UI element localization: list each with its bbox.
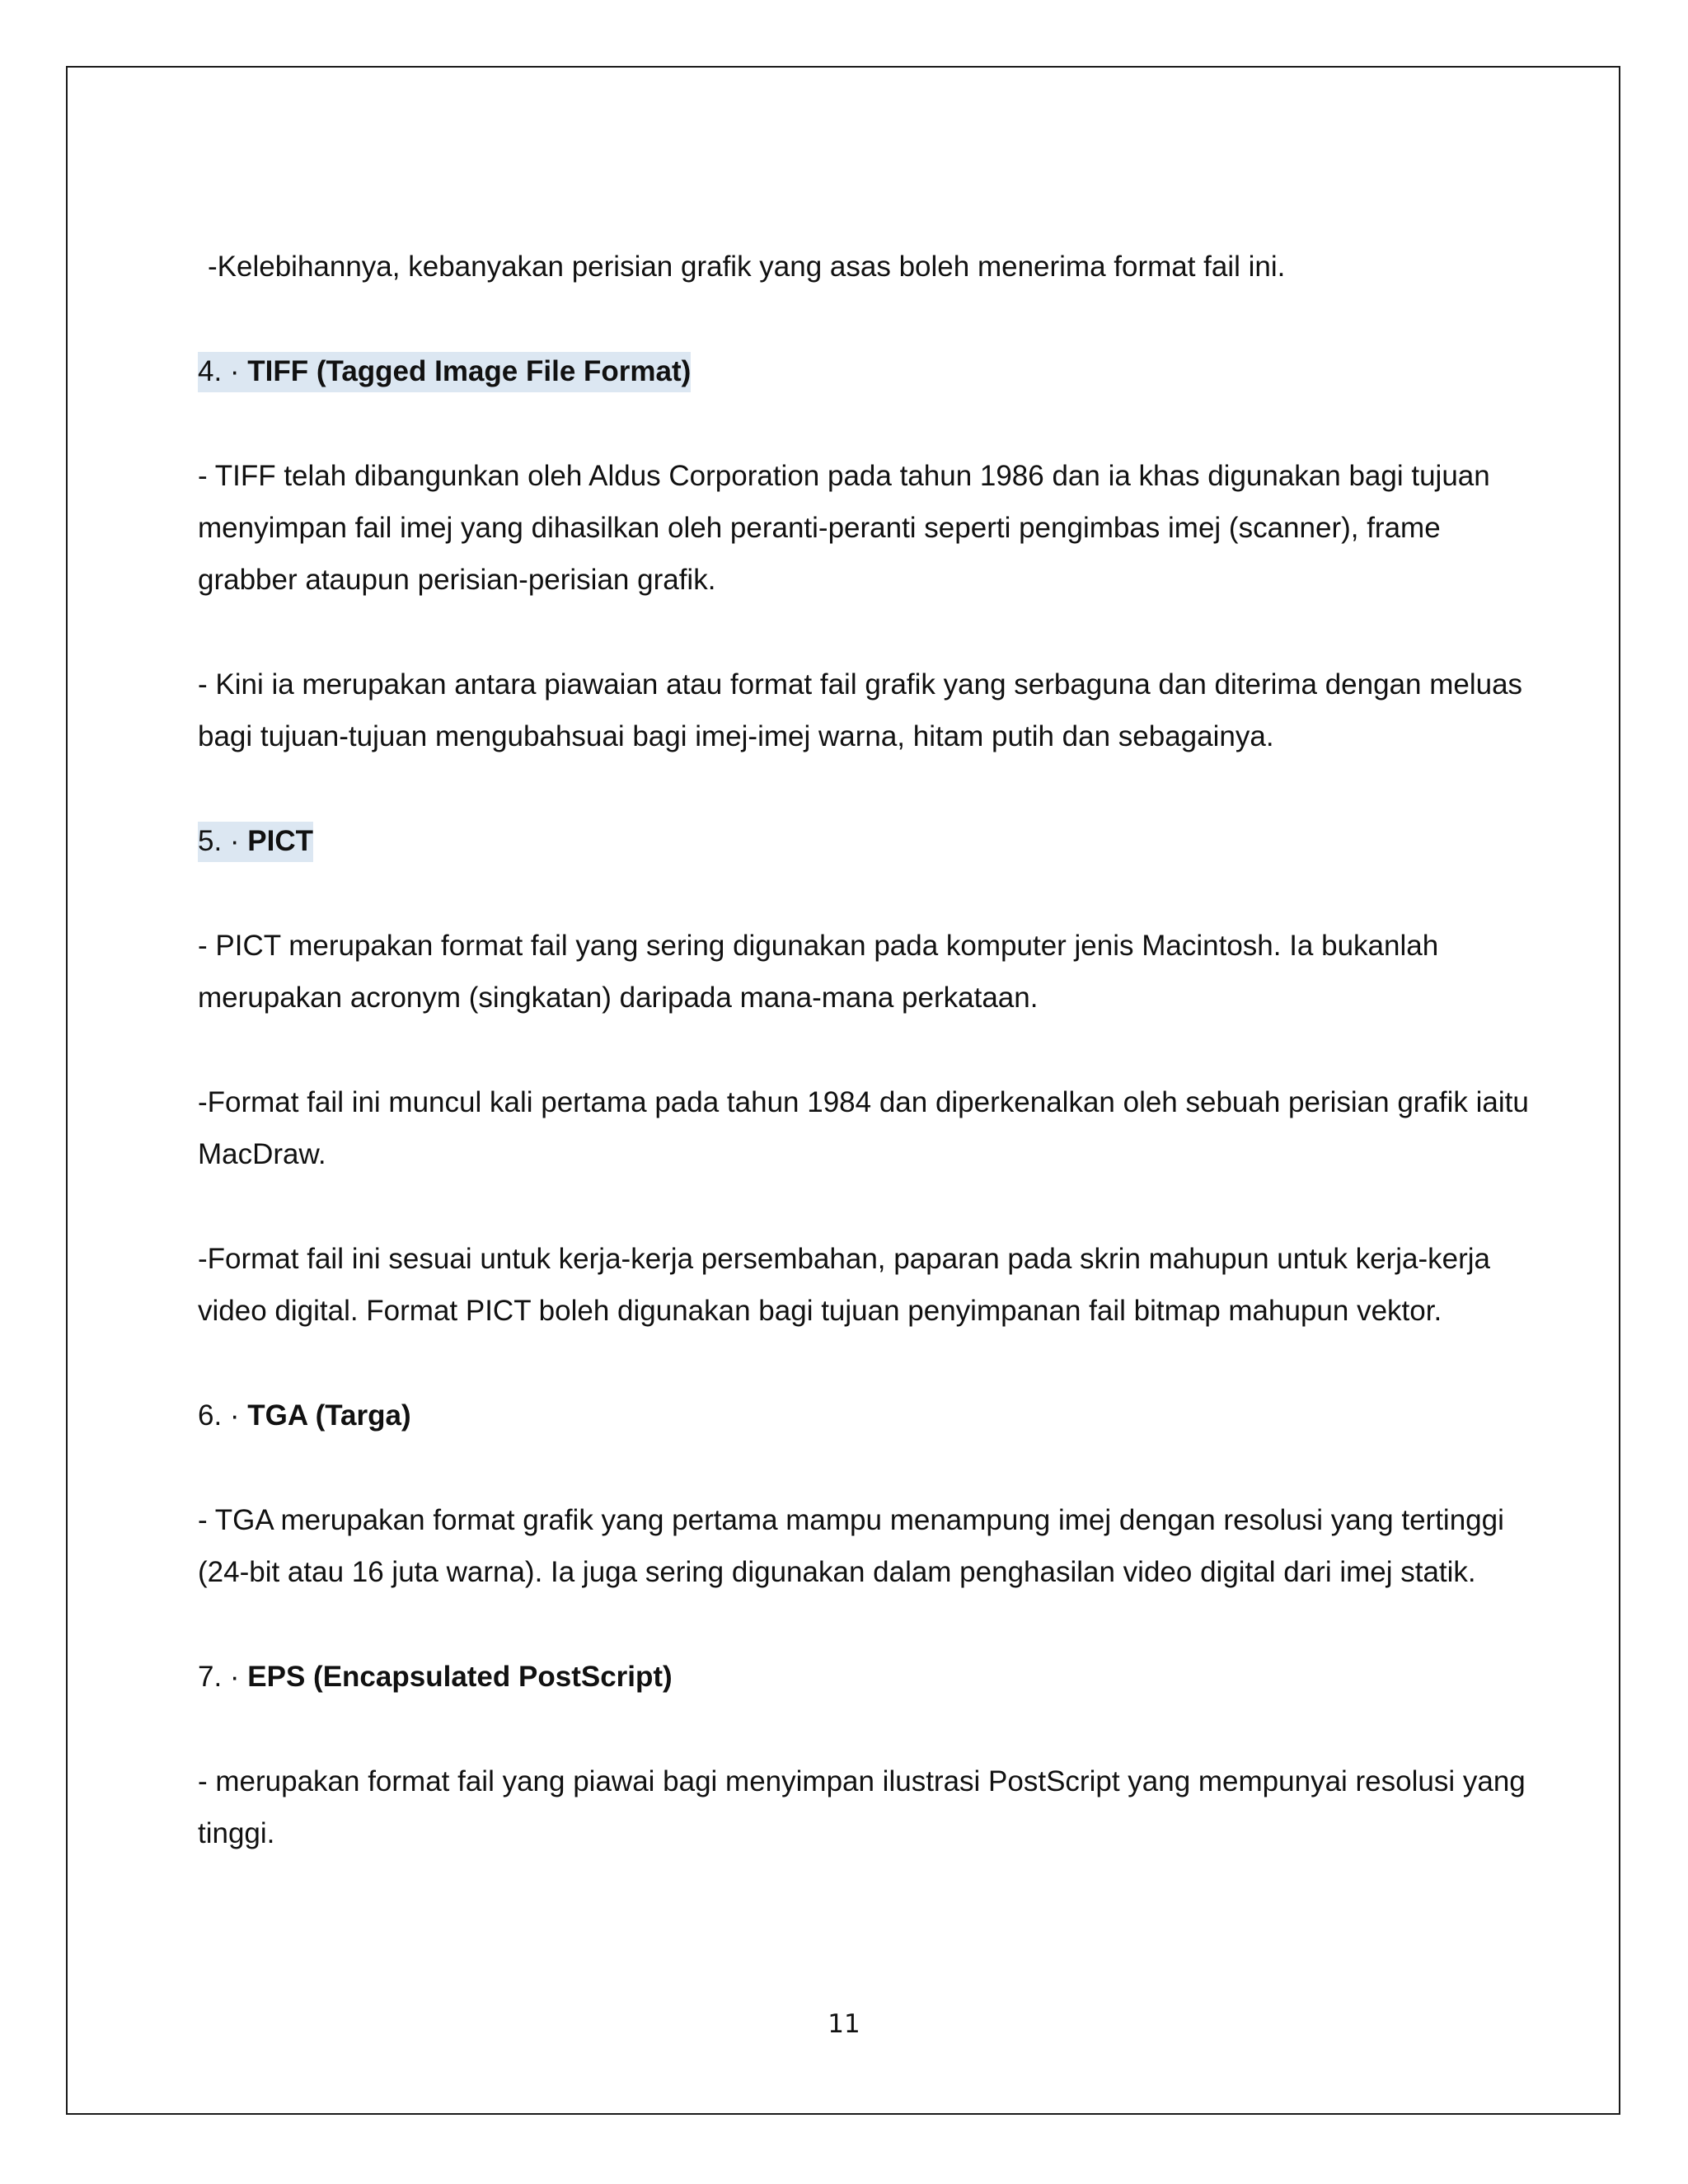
section-paragraph: -Format fail ini sesuai untuk kerja-kerja persembahan, paparan pada skrin mahupun untuk kerja-kerja video digital. Format PICT boleh digunakan bagi tujuan penyimpanan fail bitmap mahupun vektor. [198,1243,1491,1327]
section-paragraph: - merupakan format fail yang piawai bagi menyimpan ilustrasi PostScript yang mempunyai resolusi yang tinggi. [198,1765,1526,1849]
section-heading-tga [198,1390,1533,1441]
section-title: EPS (Encapsulated PostScript) [247,1661,673,1693]
section-paragraph: - TGA merupakan format grafik yang pertama mampu menampung imej dengan resolusi yang tertinggi (24-bit atau 16 juta warna). Ia juga sering digunakan dalam penghasilan video digital dari imej statik. [198,1504,1504,1588]
page-number: 11 [828,2009,860,2039]
section-title: TIFF (Tagged Image File Format) [247,355,692,387]
section-title: PICT [247,825,314,857]
section-heading-eps [198,1651,1533,1703]
document-body [198,241,1533,1912]
section-paragraph: - TIFF telah dibangunkan oleh Aldus Corporation pada tahun 1986 dan ia khas digunakan bagi tujuan menyimpan fail imej yang dihasilkan oleh peranti-peranti seperti pengimbas imej (scanner), frame grabber ataupun perisian-perisian grafik. [198,460,1490,596]
section-paragraph: - PICT merupakan format fail yang sering digunakan pada komputer jenis Macintosh. Ia bukanlah merupakan acronym (singkatan) daripada mana-mana perkataan. [198,930,1439,1014]
section-number: 6. · [198,1399,248,1432]
section-paragraph: - Kini ia merupakan antara piawaian atau format fail grafik yang serbaguna dan diterima dengan meluas bagi tujuan-tujuan mengubahsuai bagi imej-imej warna, hitam putih dan sebagainya. [198,668,1523,752]
section-heading-pict [198,815,1533,867]
section-number: 7. · [198,1661,248,1693]
section-title: TGA (Targa) [247,1399,411,1432]
heading-highlight [198,822,313,862]
section-heading-tiff [198,345,1533,397]
section-paragraph: -Format fail ini muncul kali pertama pada tahun 1984 dan diperkenalkan oleh sebuah perisian grafik iaitu MacDraw. [198,1086,1529,1170]
section-number: 4. · [198,355,248,387]
intro-paragraph: -Kelebihannya, kebanyakan perisian grafik yang asas boleh menerima format fail ini. [208,251,1286,283]
section-number: 5. · [198,825,248,857]
heading-highlight [198,352,691,392]
